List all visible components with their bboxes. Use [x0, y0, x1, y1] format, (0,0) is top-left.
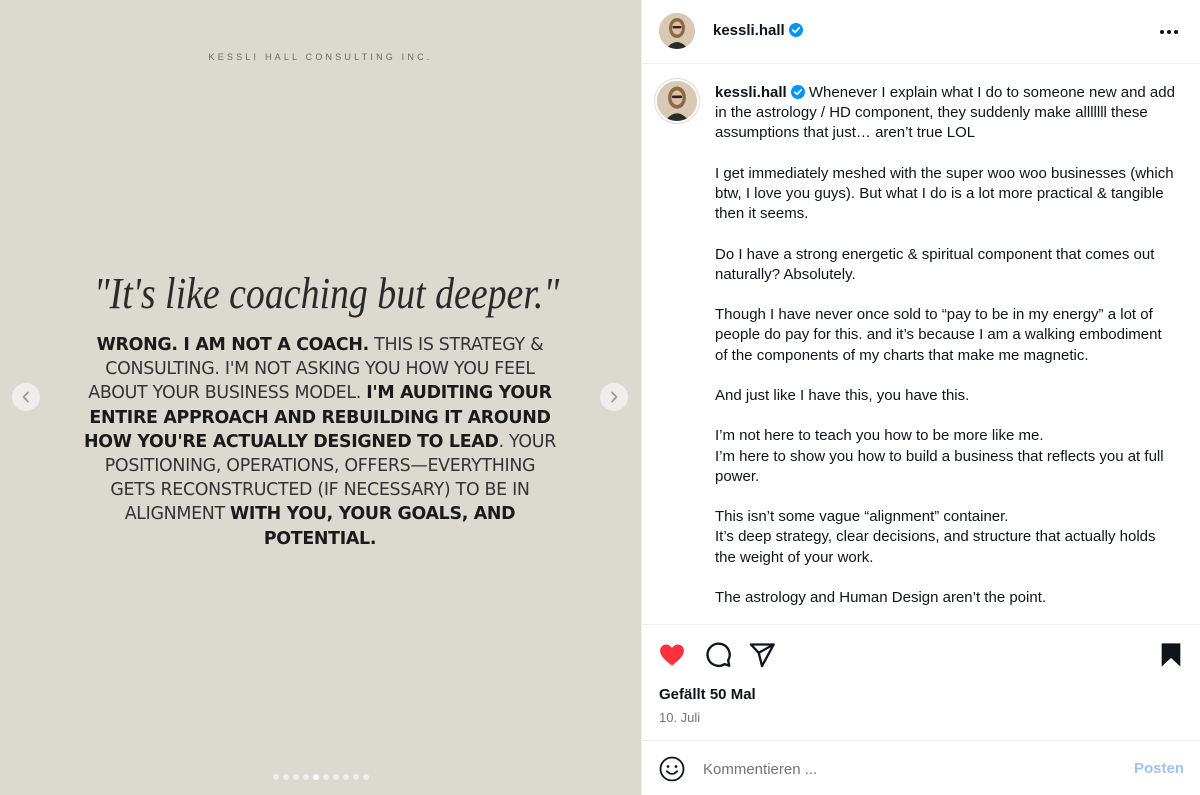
comment-input[interactable] — [703, 757, 1103, 781]
like-button[interactable] — [658, 641, 686, 669]
caption-body: Whenever I explain what I do to someone new and add in the astrology / HD component, they suddenly make alllllll these assumptions that just… aren’t true LOL I get immediately meshed with the super woo woo businesses (which btw, I love you guys). But what I do is a lot more practical & tangible then it seems. Do I have a strong energetic & spiritual component that comes out naturally? Absolutely. Though I have never once sold to “pay to be in my energy” a lot of people do pay for this. and it’s because I am a walking embodiment of the components of my charts that make me magnetic. And just like I have this, you have this. I’m not here to teach you how to be more like me. I’m here to show you how to build a business that reflects you at full power. This isn’t some vague “alignment” container. It’s deep strategy, clear decisions, and structure that actually holds the weight of your work. The astrology and Human Design aren’t the point. — [715, 84, 1175, 607]
share-button[interactable] — [748, 641, 776, 669]
verified-badge-icon — [791, 85, 805, 99]
post-comment-button[interactable]: Posten — [1133, 760, 1184, 777]
slide-dot — [333, 774, 339, 780]
comment-bar — [642, 740, 1200, 795]
caption-area — [642, 64, 1200, 624]
username-text[interactable]: kessli.hall — [713, 22, 785, 39]
chevron-right-icon — [608, 391, 620, 403]
body-segment: I'M AUDITING YOUR ENTIRE APPROACH AND REBUILDING IT AROUND HOW YOU'RE ACTUALLY DESIGNED TO LEAD — [83, 383, 552, 452]
body-segment: WITH YOU, YOUR GOALS, AND POTENTIAL. — [230, 504, 516, 549]
slide-dot — [323, 774, 329, 780]
verified-badge-icon — [789, 23, 803, 37]
quote-heading: "It's like coaching but deeper." — [93, 269, 560, 318]
emoji-button[interactable] — [659, 756, 685, 782]
slide-dot — [303, 774, 309, 780]
body-segment: THIS IS STRATEGY & CONSULTING. I'M NOT ASKING YOU HOW YOU FEEL ABOUT YOUR BUSINESS MODEL. — [88, 335, 544, 404]
post-header — [642, 0, 1200, 64]
more-options-button[interactable] — [1159, 22, 1179, 42]
slide-dot — [313, 774, 319, 780]
likes-count[interactable]: Gefällt 50 Mal — [659, 686, 756, 703]
send-icon — [748, 641, 776, 669]
slide-indicator — [0, 774, 641, 780]
chevron-left-icon — [20, 391, 32, 403]
post-date[interactable]: 10. Juli — [659, 710, 701, 725]
comment-button[interactable] — [704, 641, 732, 669]
slide-dot — [363, 774, 369, 780]
caption-text — [715, 83, 1175, 608]
more-horizontal-icon — [1159, 29, 1179, 35]
avatar[interactable] — [659, 13, 695, 49]
post-actions — [642, 624, 1200, 740]
caption-username[interactable]: kessli.hall — [715, 84, 787, 101]
header-username[interactable] — [713, 22, 803, 39]
slide-dot — [273, 774, 279, 780]
post-sidebar — [641, 0, 1200, 795]
save-button[interactable] — [1157, 641, 1185, 669]
next-slide-button[interactable] — [600, 383, 628, 411]
brand-text: KESSLI HALL CONSULTING INC. — [208, 52, 433, 62]
previous-slide-button[interactable] — [12, 383, 40, 411]
slide-dot — [293, 774, 299, 780]
slide-dot — [353, 774, 359, 780]
emoji-icon — [659, 756, 685, 782]
slide-dot — [343, 774, 349, 780]
comment-icon — [704, 641, 732, 669]
body-segment: . YOUR POSITIONING, OPERATIONS, OFFERS—EVERYTHING GETS RECONSTRUCTED (IF NECESSARY) TO BE IN ALIGNMENT — [104, 431, 557, 525]
body-segment: WRONG. I AM NOT A COACH. — [96, 335, 369, 355]
slide-dot — [283, 774, 289, 780]
slide-body-text — [80, 333, 560, 551]
heart-filled-icon — [658, 641, 686, 669]
bookmark-filled-icon — [1157, 641, 1185, 669]
avatar[interactable] — [655, 79, 699, 123]
